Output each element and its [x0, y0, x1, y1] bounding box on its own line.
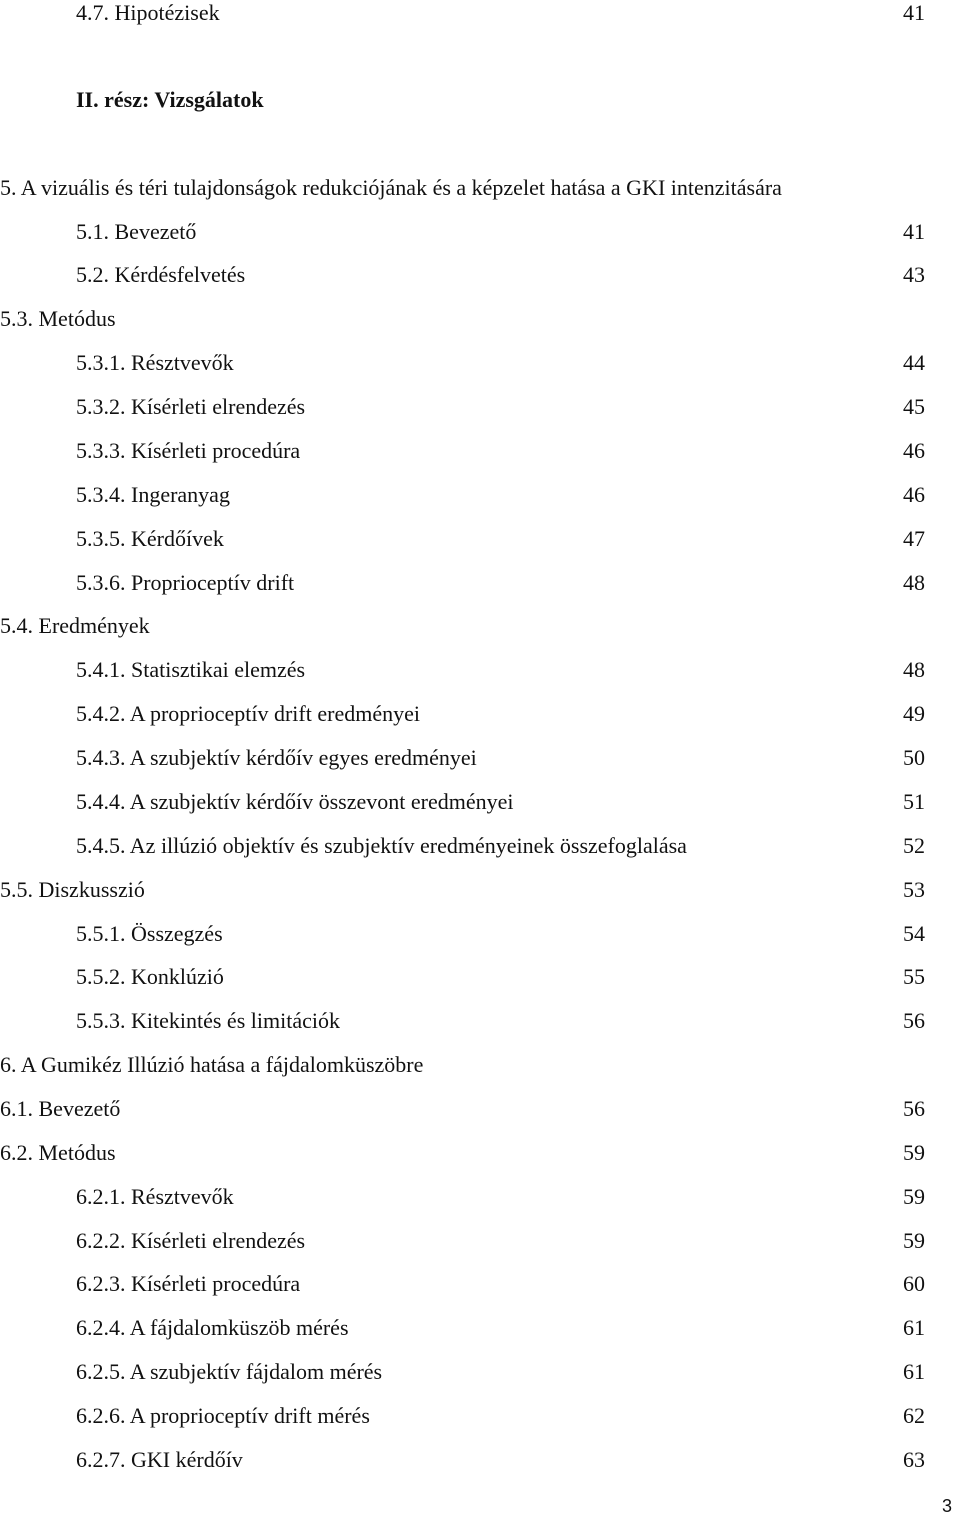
toc-entry-title: 5.2. Kérdésfelvetés — [76, 262, 246, 287]
toc-entry-title: 5.4.3. A szubjektív kérdőív egyes eredményei — [76, 745, 477, 770]
toc-entry-title: 5.1. Bevezető — [76, 219, 197, 244]
toc-entry — [0, 0, 930, 26]
toc-entry-page: 41 — [903, 0, 925, 25]
toc-entry-title: 6.1. Bevezető — [0, 1096, 121, 1121]
toc-entry-title: 4.7. Hipotézisek — [76, 0, 220, 25]
toc-entry-title: 5.3.5. Kérdőívek — [76, 526, 224, 551]
toc-entry — [0, 657, 930, 683]
toc-entry-page: 59 — [903, 1184, 925, 1209]
toc-entry — [0, 833, 930, 859]
toc-entry-page: 51 — [903, 789, 925, 814]
toc-entry-page: 46 — [903, 438, 925, 463]
toc-entry — [0, 1403, 930, 1429]
toc-entry-title: 6.2.4. A fájdalomküszöb mérés — [76, 1315, 349, 1340]
toc-entry-title: 6.2. Metódus — [0, 1140, 116, 1165]
toc-entry-page: 50 — [903, 745, 925, 770]
toc-entry — [0, 1359, 930, 1385]
toc-entry — [0, 306, 930, 332]
toc-entry-title: 5.4.4. A szubjektív kérdőív összevont eredményei — [76, 789, 514, 814]
toc-entry — [0, 262, 930, 288]
toc-entry-title: 6.2.1. Résztvevők — [76, 1184, 234, 1209]
toc-entry-title: 5.3.3. Kísérleti procedúra — [76, 438, 301, 463]
toc-entry — [0, 1140, 930, 1166]
toc-entry-page: 59 — [903, 1228, 925, 1253]
toc-entry-page: 43 — [903, 262, 925, 287]
toc-entry-page: 56 — [903, 1008, 925, 1033]
toc-entry — [0, 1447, 930, 1473]
toc-entry — [0, 87, 930, 113]
toc-entry-title: 5.4.2. A proprioceptív drift eredményei — [76, 701, 420, 726]
toc-entry-title: 5.3.1. Résztvevők — [76, 350, 234, 375]
toc-entry-title: 5.3.4. Ingeranyag — [76, 482, 230, 507]
toc-entry — [0, 219, 930, 245]
toc-entry-title: 5.4.1. Statisztikai elemzés — [76, 657, 306, 682]
toc-entry-title: 6.2.5. A szubjektív fájdalom mérés — [76, 1359, 383, 1384]
toc-entry-title: 6.2.7. GKI kérdőív — [76, 1447, 243, 1472]
toc-entry-title: 6.2.6. A proprioceptív drift mérés — [76, 1403, 370, 1428]
toc-entry-page: 45 — [903, 394, 925, 419]
toc-entry-title: 6.2.3. Kísérleti procedúra — [76, 1271, 301, 1296]
toc-entry-page: 47 — [903, 526, 925, 551]
toc-entry-page: 49 — [903, 701, 925, 726]
toc-entry — [0, 921, 930, 947]
toc-entry-page: 41 — [903, 219, 925, 244]
toc-entry-title: 5.3.6. Proprioceptív drift — [76, 570, 295, 595]
toc-entry — [0, 1315, 930, 1341]
toc-entry-title: 5.4. Eredmények — [0, 613, 150, 638]
toc-entry — [0, 394, 930, 420]
toc-entry — [0, 745, 930, 771]
toc-entry-page: 61 — [903, 1359, 925, 1384]
toc-entry — [0, 570, 930, 596]
toc-entry-page: 48 — [903, 657, 925, 682]
toc-entry — [0, 438, 930, 464]
toc-entry-page: 59 — [903, 1140, 925, 1165]
toc-entry — [0, 701, 930, 727]
toc-entry-page: 54 — [903, 921, 925, 946]
toc-entry — [0, 482, 930, 508]
toc-entry-title: 5.5.1. Összegzés — [76, 921, 223, 946]
toc-entry-page: 56 — [903, 1096, 925, 1121]
toc-entry — [0, 1052, 930, 1078]
toc-entry-page: 44 — [903, 350, 925, 375]
toc-entry — [0, 1096, 930, 1122]
toc-entry — [0, 789, 930, 815]
toc-entry — [0, 175, 930, 201]
toc-entry — [0, 964, 930, 990]
toc-entry — [0, 1008, 930, 1034]
toc-entry-page: 52 — [903, 833, 925, 858]
toc-entry-page: 60 — [903, 1271, 925, 1296]
toc-entry-page: 46 — [903, 482, 925, 507]
toc-entry-title: 5.5.2. Konklúzió — [76, 964, 224, 989]
toc-entry — [0, 1271, 930, 1297]
toc-entry-page: 48 — [903, 570, 925, 595]
toc-entry — [0, 613, 930, 639]
toc-entry — [0, 1228, 930, 1254]
toc-entry-page: 55 — [903, 964, 925, 989]
toc-entry-title: II. rész: Vizsgálatok — [76, 87, 264, 112]
toc-entry — [0, 877, 930, 903]
toc-entry-title: 5.5.3. Kitekintés és limitációk — [76, 1008, 340, 1033]
toc-entry — [0, 350, 930, 376]
toc-entry-title: 5.3.2. Kísérleti elrendezés — [76, 394, 306, 419]
toc-entry-page: 62 — [903, 1403, 925, 1428]
toc-entry-page: 63 — [903, 1447, 925, 1472]
toc-entry-page: 61 — [903, 1315, 925, 1340]
toc-entry — [0, 526, 930, 552]
toc-entry-title: 5.4.5. Az illúzió objektív és szubjektív eredményeinek összefoglalása — [76, 833, 687, 858]
toc-entry-title: 5.5. Diszkusszió — [0, 877, 145, 902]
toc-entry-title: 6.2.2. Kísérleti elrendezés — [76, 1228, 306, 1253]
toc-entry — [0, 1184, 930, 1210]
toc-entry-title: 6. A Gumikéz Illúzió hatása a fájdalomküszöbre — [0, 1052, 424, 1077]
toc-entry-title: 5.3. Metódus — [0, 306, 116, 331]
toc-entry-title: 5. A vizuális és téri tulajdonságok redukciójának és a képzelet hatása a GKI intenzitására — [0, 175, 782, 200]
toc-entry-page: 53 — [903, 877, 925, 902]
page-number: 3 — [941, 1496, 952, 1516]
